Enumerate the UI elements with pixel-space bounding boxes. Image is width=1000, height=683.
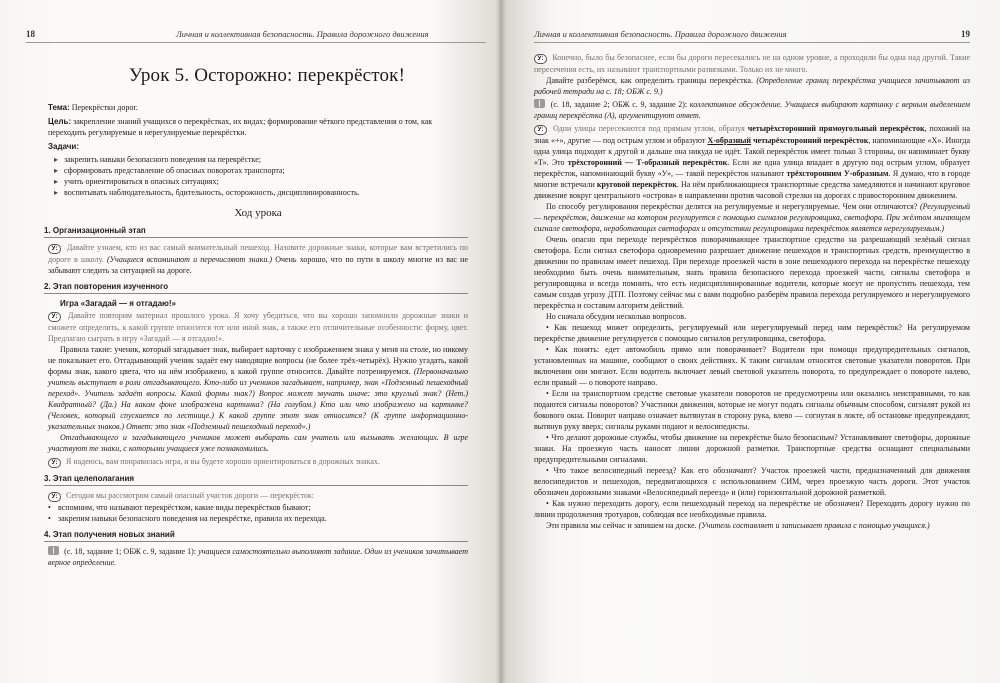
- left-page-number: 18: [26, 29, 35, 39]
- left-content: [44, 60, 469, 568]
- right-page: [500, 0, 1000, 683]
- section-3-intro: У: Сегодня мы рассмотрим самый опасный участок дороги — перекрёсток:: [48, 490, 468, 502]
- question-item: • Если на транспортном средстве световые указатели поворотов не предусмотрены или оказались неисправными, то как подаются сигналы поворотов? Участники движения, которые не могут подать сигналы обычным способом, сигналят рукой из бокового окна. Поворот направо означает вытянутая в сторону рука, влево — согнутая в локте, об остановке предупреждают, вытянув руку вверх; сигналы руками подают и велосипедисты.: [534, 388, 970, 432]
- question-item: • Что такое велосипедный переезд? Как его обозначают? Участок проезжей части, предназначенный для движения велосипедистов и пешеходов, передвигающихся с использованием СИМ, через проезжую часть дороги. Этот участок обозначен дорожными знаками «Велосипедный переезд» и (или) горизонтальной дорожной разметкой.: [534, 465, 970, 498]
- book-gutter: [496, 0, 506, 683]
- topic-line: [48, 102, 468, 113]
- question-item: • Как понять: едет автомобиль прямо или поворачивает? Водители при помощи предупредительных сигналов, установленных на машине, сообщают о своих действиях. К таким сигналам относятся световые указатели поворотов. При включении они мигают. Если водитель включает левый световой указатель поворота, то предупреждает о повороте налево, если правый — о повороте направо.: [534, 344, 970, 388]
- left-running-title: Личная и коллективная безопасность. Правила дорожного движения: [176, 29, 429, 39]
- section-1-text: У: Давайте узнаем, кто из вас самый внимательный пешеход. Назовите дорожные знаки, которые вам встретились по дороге в школу. (Учащиеся вспоминают и перечисляют знаки.) Очень хорошо, что по пути в школу многие из вас не забывают следить за ситуацией на дороге.: [48, 243, 469, 275]
- section-3-list: [48, 502, 468, 524]
- right-p1: У: Конечно, было бы безопаснее, если бы дороги пересекались не на одном уровне, а проходили бы одна над другой. Такие пересечения есть, их называют транспортными развязками. Только их не много.: [534, 53, 971, 74]
- task-item: ▸ воспитывать наблюдательность, бдительность, осторожность, дисциплинированность.: [54, 187, 468, 198]
- right-p5: Очень опасно при переходе перекрёстков поворачивающее транспортное средство на разрешающий зелёный сигнал светофора. Если сигнал светофора одновременно разрешает движение пешеходов и транспортных средств, преимущество в движении по правилам имеет пешеход. При переходе проезжей части в зоне пешеходного перехода на перекрёстке пешеходу необходимо быть очень внимательным, знать правила безопасного перехода проезжей части, сигналы светофора и регулировщика и всегда помнить, что есть недисциплинированные водители, которые могут не пропустить пешехода, тем самым создав угрозу ДТП. Поэтому сейчас мы с вами подробно разберём правила перехода регулируемого и нерегулируемого перекрёстка и составим алгоритм действий.: [534, 235, 970, 310]
- task-item: ▸ закрепить навыки безопасного поведения на перекрёстке;: [54, 154, 468, 165]
- teacher-badge: У:: [48, 492, 61, 502]
- section-1-title: 1. Организационный этап: [44, 225, 468, 238]
- left-running-header: [26, 29, 486, 43]
- goal-line: [48, 116, 468, 138]
- section-2-title: 2. Этап повторения изученного: [44, 281, 468, 294]
- right-running-title: Личная и коллективная безопасность. Правила дорожного движения: [534, 29, 787, 39]
- right-ref2: (с. 18, задание 2; ОБЖ с. 9, задание 2): коллективное обсуждение. Учащиеся выбирают картинку с верным выделением границ перекрёстка (А), аргументируют ответ.: [534, 100, 971, 120]
- question-item: • Как нужно переходить дорогу, если пешеходный переход на перекрёстке не обозначен? Переходить дорогу нужно по линии продолжения тротуаров, соблюдая все необходимые правила.: [534, 498, 970, 520]
- section-4-title: 4. Этап получения новых знаний: [44, 529, 468, 542]
- right-p3: У: Одни улицы пересекаются под прямым углом, образуя четырёхсторонний прямоугольный перекрёсток, похожий на знак «+», другие — под острым углом и образуют Х-образный четырёхсторонний перекрёсток, напоминающие «Х». Иногда одна улица подходит к другой и дальше она никуда не идёт. Такой перекрёсток имеет только 3 стороны, он напоминает букву «Т». Это трёхсторонний — Т-образный перекрёсток. Если же одна улица впадает в другую под острым углом, образует перекрёсток, напоминающий букву «У», — такой перекрёсток называют трёхсторонним У-образным. Я думаю, что в городе многие встречали круговой перекрёсток. На нём приближающиеся транспортные средства замедляются и начинают круговое движение вокруг центрального «острова» в направлении против часовой стрелки на дорогах с правосторонним движением.: [534, 124, 971, 200]
- topic-text: Перекрёстки дорог.: [71, 103, 138, 112]
- teacher-badge: У:: [48, 312, 61, 322]
- question-item: • Как пешеход может определить, регулируемый или нерегулируемый перед ним перекрёсток? На регулируемом перекрёстке движение регулируется с помощью сигналов регулировщика, светофора.: [534, 322, 970, 344]
- section-3-title: 3. Этап целеполагания: [44, 473, 468, 486]
- game-title: Игра «Загадай — я отгадаю!»: [60, 299, 176, 308]
- tasks-label: Задачи:: [48, 142, 80, 151]
- section-2-p2: Правила такие: ученик, который загадывает знак, выбирает карточку с изображением знака у меня на столе, но никому не показывает его. Отгадывающий ученик задаёт ему наводящие вопросы (не более трёх-четырёх). Нужно угадать, какой формы знак, какого цвета, что на нём изображено, к какой группе относится. Давайте потренируемся. (Первоначально учитель выступает в роли отгадывающего. Кто-либо из учеников загадывает, например, знак «Подземный пешеходный переход». Учитель задаёт вопросы. Какой формы знак?) Вопрос может звучать иначе: это круглый знак? (Нет.) Квадратный? (Да.) На каком фоне изображена картинка? (На голубом.) Кто или что изображено на картинке? (Человек, который спускается по лестнице.) К какой группе этот знак относится? (К группе информационно-указательных знаков.) Ответ: это знак «Подземный пешеходный переход».): [48, 345, 468, 431]
- right-running-header: [534, 29, 970, 43]
- question-item: • Что делают дорожные службы, чтобы движение на перекрёстке было безопасным? Устанавливают светофоры, дорожные знаки. На проезжую часть наносят линии дорожной разметки. Транспортные средства оснащают специальными предупредительными сигналами.: [534, 432, 970, 465]
- list-item: • вспомним, что называют перекрёстком, какие виды перекрёстков бывают;: [48, 502, 468, 513]
- goal-label: Цель:: [48, 117, 72, 126]
- workbook-icon: [534, 99, 545, 108]
- teacher-badge: У:: [534, 125, 547, 135]
- list-item: • закрепим навыки безопасного поведения на перекрёстке, правила их перехода.: [48, 513, 468, 524]
- right-p4: По способу регулирования перекрёстки делятся на регулируемые и нерегулируемые. Чем они отличаются? (Регулируемый — перекрёсток, движение на котором регулируется с помощью сигналов регулировщика, светофора. При жёлтом мигающем сигнале светофора, неработающих светофорах и отсутствии регулировщика перекрёсток является нерегулируемым.): [534, 202, 971, 233]
- teacher-badge: У:: [534, 54, 547, 64]
- section-2-p3: Отгадывающего и загадывающего учеников может выбирать сам учитель или вызывать желающих. В игре участвуют те знаки, с которыми учащиеся уже познакомились.: [48, 433, 468, 453]
- right-p6: Но сначала обсудим несколько вопросов.: [546, 312, 687, 321]
- right-p7: Эти правила мы сейчас и запишем на доске. (Учитель составляет и записывает правила с помощью учащихся.): [546, 521, 930, 530]
- teacher-badge: У:: [48, 458, 61, 468]
- right-page-number: 19: [961, 29, 970, 39]
- right-content: [534, 52, 970, 531]
- section-2-p4: У: Я надеюсь, вам понравилась игра, и вы будете хорошо ориентироваться в дорожных знаках.: [48, 456, 468, 468]
- topic-label: Тема:: [48, 103, 70, 112]
- task-item: ▸ учить ориентироваться в опасных ситуациях;: [54, 176, 468, 187]
- tasks-list: [54, 154, 468, 198]
- task-item: ▸ сформировать представление об опасных поворотах транспорта;: [54, 165, 468, 176]
- lesson-title: Урок 5. Осторожно: перекрёсток!: [128, 65, 406, 86]
- course-heading: Ход урока: [234, 207, 282, 219]
- workbook-icon: [48, 546, 59, 555]
- right-p2: Давайте разберёмся, как определить границы перекрёстка. (Определение границ перекрёстка учащиеся зачитывают из рабочей тетради на с. 18; ОБЖ с. 9.): [534, 76, 970, 96]
- teacher-badge: У:: [48, 244, 61, 254]
- section-4-text: (с. 18, задание 1; ОБЖ с. 9, задание 1): учащиеся самостоятельно выполняют задание. Один из учеников зачитывает верное определение.: [48, 547, 469, 567]
- section-2-p1: У: Давайте повторим материал прошлого урока. Я хочу убедиться, что вы хорошо запомнили дорожные знаки и сможете определить, к какой группе относится тот или иной знак, а также его отличительные особенности: форму, цвет. Предлагаю сыграть в игру «Загадай — я отгадаю!».: [48, 311, 468, 343]
- goal-text: закрепление знаний учащихся о перекрёстках, их видах; формирование чёткого представления о том, как переходить регулируемые и нерегулируемые перекрёстки.: [48, 117, 433, 137]
